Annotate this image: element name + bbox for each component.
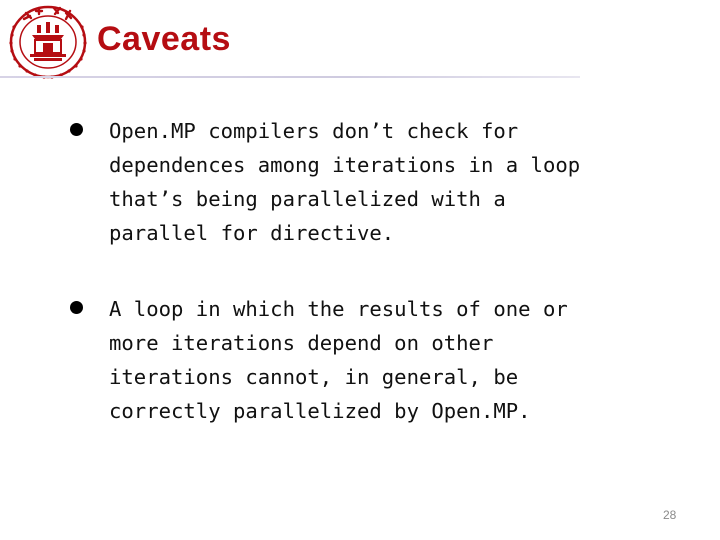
slide-title: Caveats (97, 20, 231, 58)
bullet-text: A loop in which the results of one or more iterations depend on other iterations cannot, in general, be correctly parallelized by Open.MP. (109, 297, 568, 423)
university-seal-icon (8, 5, 88, 79)
bullet-item (70, 292, 670, 428)
bullet-dot-icon (70, 123, 83, 136)
bullet-text: Open.MP compilers don’t check for dependences among iterations in a loop that’s being parallelized with a parallel for directive. (109, 119, 581, 245)
bullet-dot-icon (70, 301, 83, 314)
page-number: 28 (663, 508, 677, 522)
bullet-item (70, 114, 670, 250)
bullet-list (70, 114, 670, 470)
title-divider (0, 76, 580, 78)
